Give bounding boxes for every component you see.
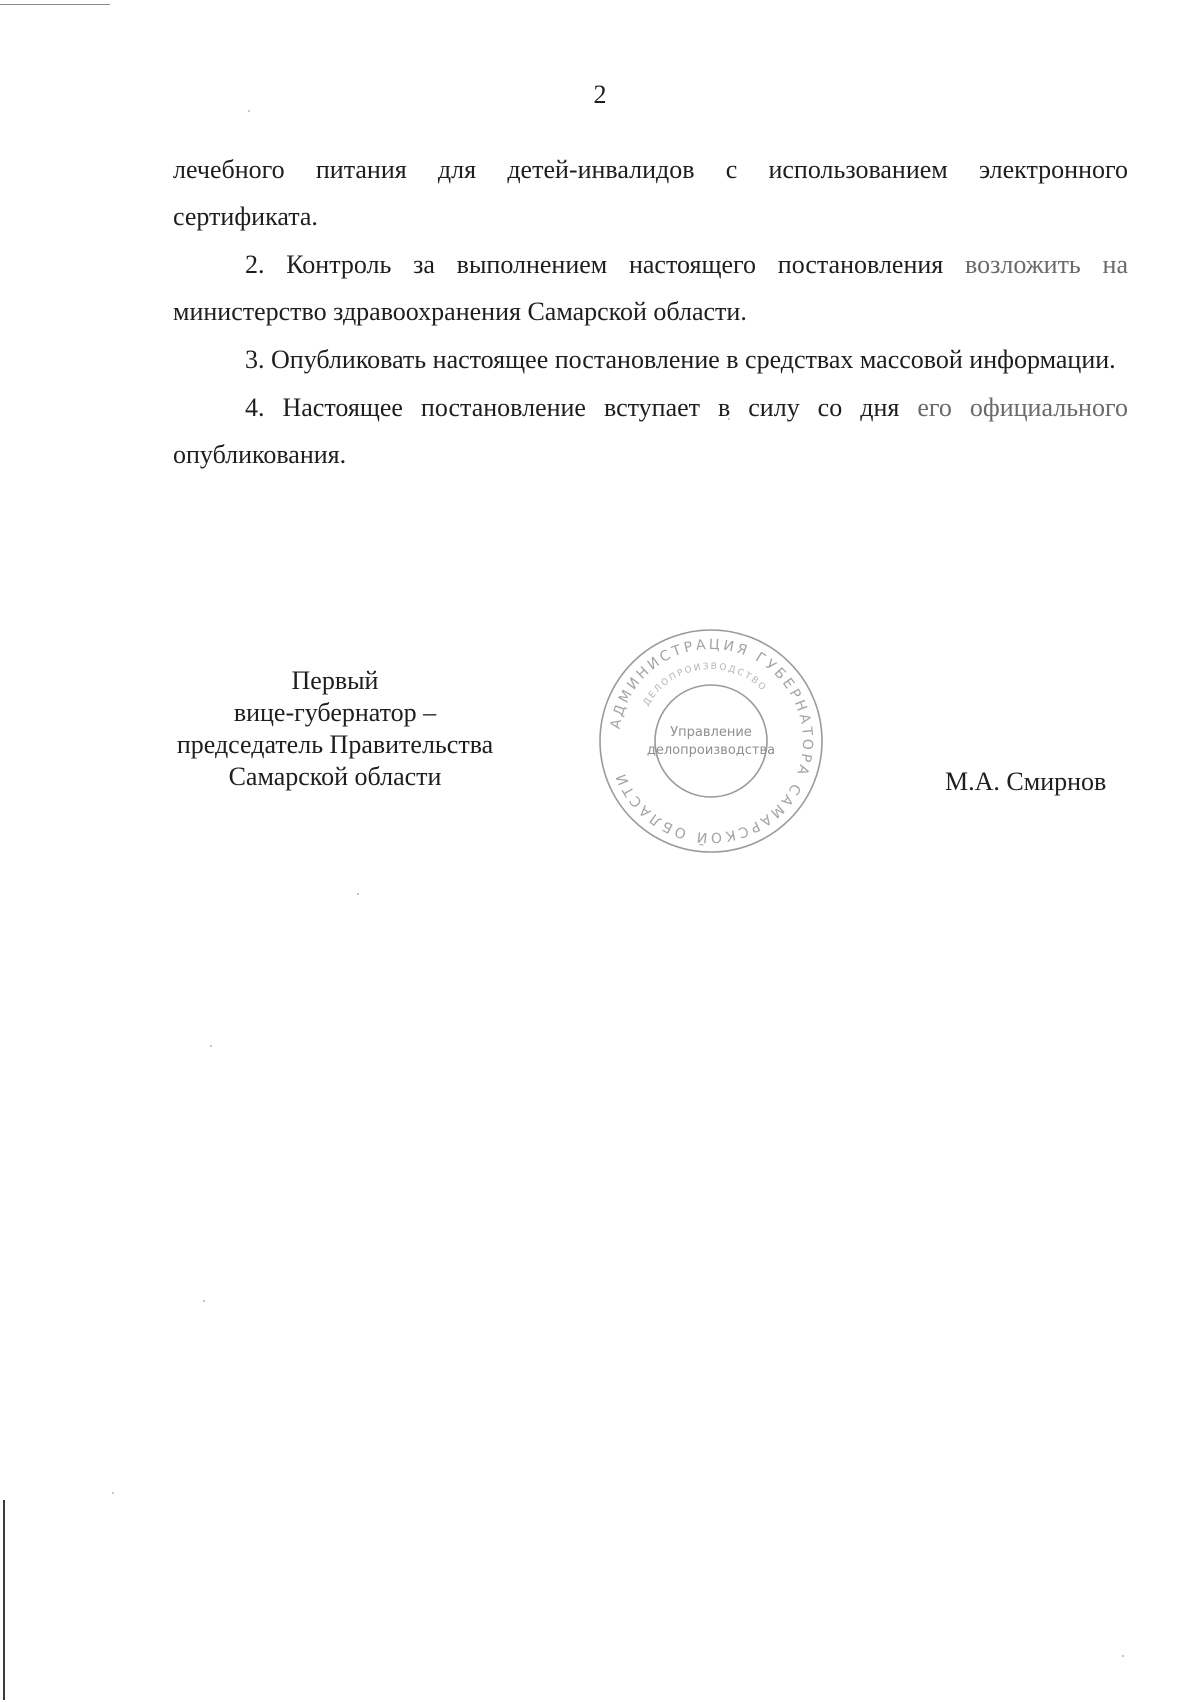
paragraph-item-2	[173, 241, 1128, 335]
official-stamp	[596, 626, 826, 856]
scan-speck	[203, 1300, 205, 1302]
paragraph-item-4	[173, 384, 1128, 478]
paragraph-continuation	[173, 146, 1128, 240]
paragraph-text: 4. Настоящее постановление вступает в силу со дня	[245, 393, 918, 422]
paragraph-text-end: министерство здравоохранения Самарской области.	[173, 297, 747, 326]
paragraph-text: лечебного питания для детей-инвалидов с использованием электронного сертификата.	[173, 155, 1128, 231]
signatory-title-line: вице-губернатор –	[233, 698, 437, 727]
paragraph-item-3	[173, 336, 1128, 383]
stamp-center-line-1: Управление	[670, 725, 752, 740]
stamp-inner-ring-text: ДЕЛОПРОИЗВОДСТВО	[641, 661, 769, 708]
scan-artifact-top	[0, 4, 110, 5]
page-number: 2	[593, 80, 607, 109]
document-body	[173, 146, 1128, 479]
signatory-title	[150, 665, 520, 793]
stamp-inner-ring	[655, 685, 767, 797]
scan-speck	[210, 1045, 212, 1047]
paragraph-text-faded: возложить на	[965, 250, 1128, 279]
stamp-center-line-2: делопроизводства	[646, 743, 776, 758]
paragraph-text: 3. Опубликовать настоящее постановление в средствах массовой информации.	[245, 345, 1116, 374]
stamp-ring-text: АДМИНИСТРАЦИЯ ГУБЕРНАТОРА САМАРСКОЙ ОБЛАСТИ	[607, 636, 816, 846]
scan-speck	[357, 893, 359, 895]
signatory-title-line: Самарской области	[228, 762, 442, 791]
signatory-name: М.А. Смирнов	[945, 767, 1107, 796]
paragraph-text-end: опубликования.	[173, 440, 347, 469]
scan-speck	[248, 110, 250, 112]
paragraph-text: 2. Контроль за выполнением настоящего постановления	[245, 250, 965, 279]
signatory-title-line: Первый	[291, 666, 379, 695]
scan-artifact-left-edge	[3, 1500, 5, 1700]
scan-speck	[112, 1492, 114, 1494]
paragraph-text-faded: его официального	[917, 393, 1128, 422]
scan-speck	[1122, 1655, 1124, 1657]
signatory-title-line: председатель Правительства	[176, 730, 494, 759]
